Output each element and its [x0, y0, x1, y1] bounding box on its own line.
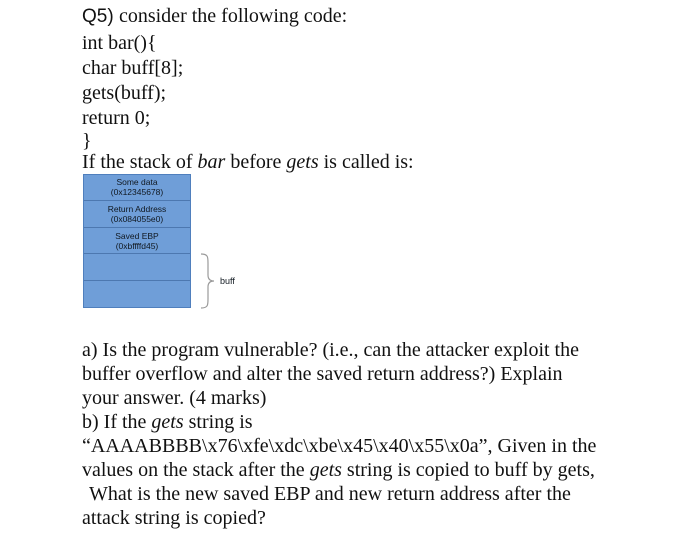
stack-prompt	[82, 150, 414, 174]
part-b-line-1	[82, 410, 253, 434]
question-intro: consider the following code:	[118, 5, 348, 27]
code-line-3: gets(buff);	[82, 82, 167, 104]
stack-cell-value: (0xbffffd45)	[115, 241, 159, 251]
code-line-1: int bar(){	[82, 32, 157, 54]
code-line-5: }	[82, 130, 92, 152]
stack-prompt-middle: before	[230, 151, 282, 173]
stack-cell-return-address	[84, 201, 190, 228]
part-a-line-3: your answer. (4 marks)	[82, 387, 267, 409]
part-b-gets: gets	[151, 411, 184, 433]
part-b-line3-gets: gets	[309, 459, 342, 481]
part-b-prefix: b) If the	[82, 411, 147, 433]
buff-label: buff	[220, 276, 235, 286]
part-b-line-2: “AAAABBBB\x76\xfe\xdc\xbe\x45\x40\x55\x0a”, Given in the	[82, 435, 597, 457]
stack-cell-label: Saved EBP	[115, 231, 159, 241]
part-a-line-1: a) Is the program vulnerable? (i.e., can the attacker exploit the	[82, 339, 579, 361]
stack-cell-label: Some data	[116, 177, 158, 187]
stack-cell-some-data	[84, 175, 190, 201]
part-b-line-3	[82, 458, 595, 482]
stack-prompt-call: gets	[286, 151, 319, 173]
brace-icon	[199, 253, 217, 309]
part-a-line-2: buffer overflow and alter the saved return address?) Explain	[82, 363, 563, 385]
part-b-suffix: string is	[188, 411, 253, 433]
part-b-line-5: attack string is copied?	[82, 507, 266, 529]
stack-cell-saved-ebp	[84, 228, 190, 254]
stack-prompt-after: is called is:	[323, 151, 414, 173]
stack-cell-buff-lower	[84, 281, 190, 307]
part-b-line-4: What is the new saved EBP and new return address after the	[89, 483, 571, 505]
question-title	[82, 4, 347, 29]
part-b-line3-suffix: string is copied to buff by gets,	[346, 459, 595, 481]
stack-diagram	[83, 174, 191, 308]
stack-cell-buff-upper	[84, 254, 190, 281]
code-line-4: return 0;	[82, 107, 151, 129]
stack-cell-value: (0x12345678)	[110, 187, 164, 197]
stack-prompt-func: bar	[197, 151, 226, 173]
stack-cell-value: (0x084055e0)	[110, 214, 164, 224]
stack-cell-label: Return Address	[107, 204, 167, 214]
code-line-2: char buff[8];	[82, 57, 184, 79]
part-b-line3-prefix: values on the stack after the	[82, 459, 305, 481]
question-number: Q5)	[82, 6, 114, 27]
stack-prompt-before: If the stack of	[82, 151, 193, 173]
brace-path	[201, 254, 214, 308]
